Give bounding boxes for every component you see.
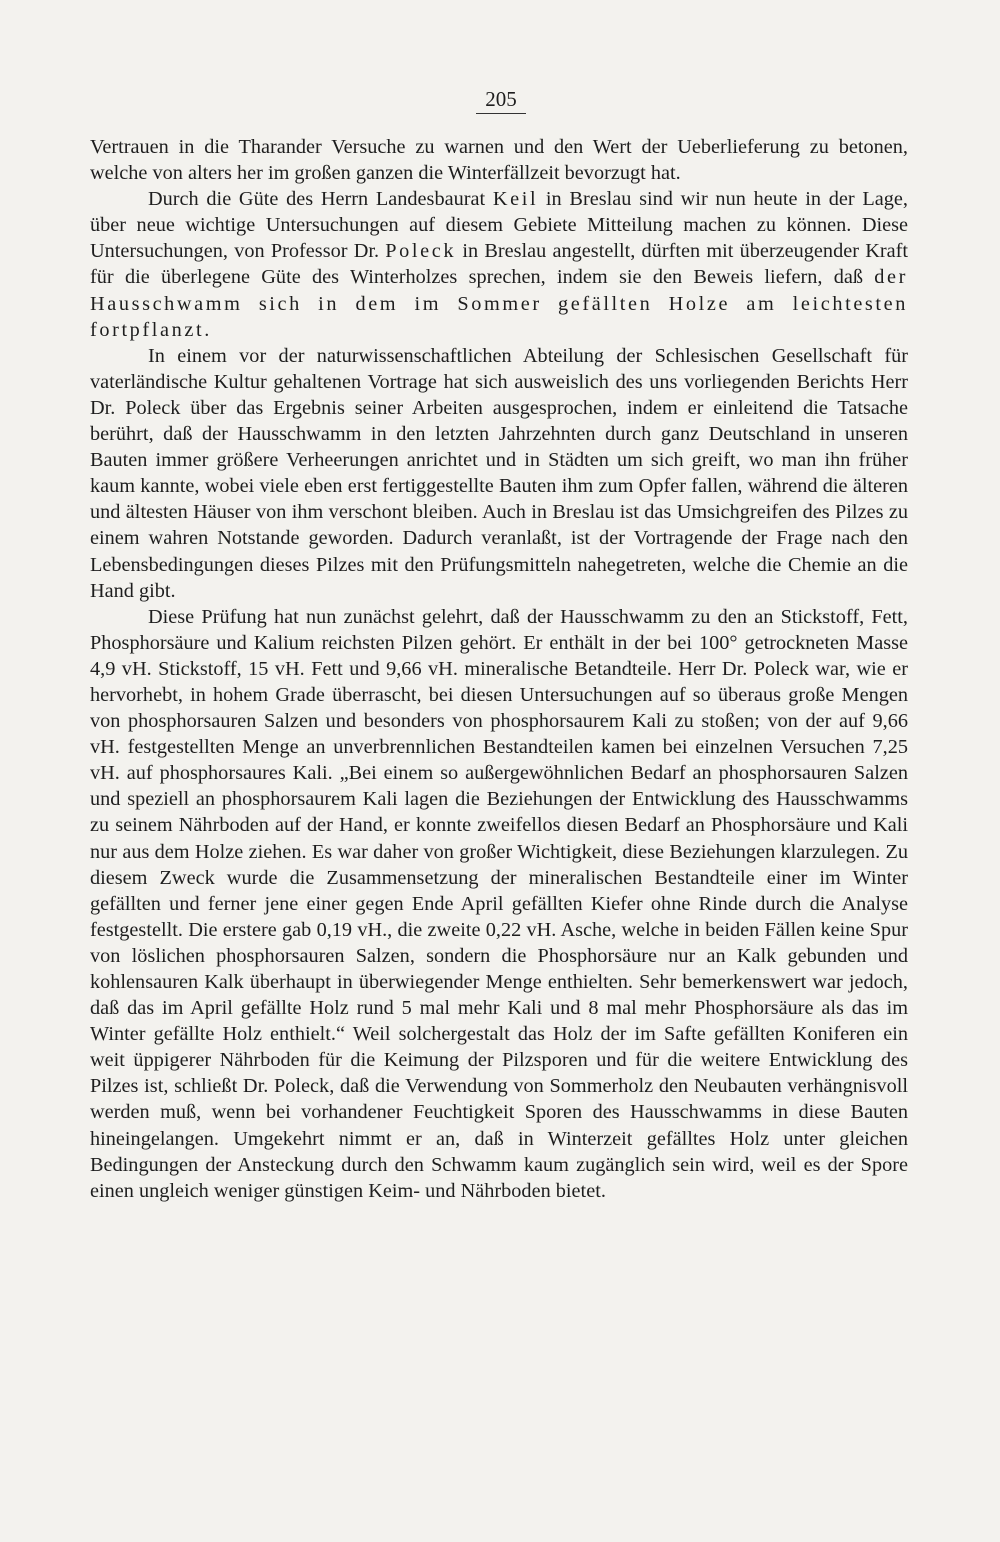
paragraph xyxy=(90,343,908,604)
paragraph xyxy=(90,134,908,186)
spaced-name: Keil xyxy=(492,188,539,211)
text-run: Vertrauen in die Tharander Versuche zu warnen und den Wert der Ueberlieferung zu betonen, welche von alters her im großen ganzen die Winterfällzeit bevorzugt hat. xyxy=(90,136,908,185)
body-text xyxy=(90,134,908,1204)
text-run: in Breslau angestellt, dürften mit überzeugender Kraft für die überlegene Güte des Winterholzes sprechen, indem sie den Beweis liefern, daß xyxy=(90,240,908,289)
paragraph xyxy=(90,604,908,1204)
spaced-name: Poleck xyxy=(385,240,457,263)
text-run: In einem vor der naturwissenschaftlichen Abteilung der Schlesischen Gesellschaft für vaterländische Kultur gehaltenen Vortrage hat sich ausweislich des uns vorliegenden Berichts Herr Dr. Poleck über das Ergebnis seiner Arbeiten ausgesprochen, indem er einleitend die Tatsache berührt, daß der Hausschwamm in den letzten Jahrzehnten durch ganz Deutschland in unseren Bauten immer größere Verheerungen anrichtet und in Städten um sich greift, wo man ihn früher kaum kannte, wobei viele eben erst fertiggestellte Bauten ihm zum Opfer fallen, während die älteren und ältesten Häuser von ihm verschont bleiben. Auch in Breslau ist das Umsichgreifen des Pilzes zu einem wahren Notstande geworden. Dadurch veranlaßt, ist der Vortragende der Frage nach den Lebensbedingungen dieses Pilzes mit den Prüfungsmitteln nahegetreten, welche die Chemie an die Hand gibt. xyxy=(90,344,908,602)
text-run: Diese Prüfung hat nun zunächst gelehrt, daß der Hausschwamm zu den an Stickstoff, Fett, Phosphorsäure und Kalium reichsten Pilzen gehört. Er enthält in der bei 100° getrockneten Masse 4,9 vH. Stickstoff, 15 vH. Fett und 9,66 vH. mineralische Betandteile. Herr Dr. Poleck war, wie er hervorhebt, in hohem Grade überrascht, bei diesen Untersuchungen auf so überaus große Mengen von phosphorsauren Salzen und besonders von phosphorsaurem Kali zu stoßen; von der auf 9,66 vH. festgestellten Menge an unverbrennlichen Bestandteilen kamen bei einzelnen Versuchen 7,25 vH. auf phosphorsaures Kali. „Bei einem so außergewöhnlichen Bedarf an phosphorsauren Salzen und speziell an phosphorsaurem Kali lagen die Beziehungen der Entwicklung des Hausschwamms zu seinem Nährboden auf der Hand, er konnte zweifellos diesen Bedarf an Phosphorsäure und Kali nur aus dem Holze ziehen. Es war daher von großer Wichtigkeit, diese Beziehungen klarzulegen. Zu diesem Zweck wurde die Zusammensetzung der mineralischen Bestandteile einer im Winter gefällten und ferner jene einer gegen Ende April gefällten Kiefer ohne Rinde durch die Analyse festgestellt. Die erstere gab 0,19 vH., die zweite 0,22 vH. Asche, welche in beiden Fällen keine Spur von löslichen phosphorsauren Salzen, sondern die Phosphorsäure nur an Kalk gebunden und kohlensauren Kalk überhaupt in überwiegender Menge enthielten. Sehr bemerkenswert war jedoch, daß das im April gefällte Holz rund 5 mal mehr Kali und 8 mal mehr Phosphorsäure als das im Winter gefällte Holz enthielt.“ Weil solchergestalt das Holz der im Safte gefällten Koniferen ein weit üppigerer Nährboden für die Keimung der Pilzsporen und für die weitere Entwicklung des Pilzes ist, schließt Dr. Poleck, daß die Verwendung von Sommerholz den Neubauten verhängnisvoll werden muß, wenn bei vorhandener Feuchtigkeit Sporen des Hausschwamms in diese Bauten hineingelangen. Umgekehrt nimmt er an, daß in Winterzeit gefälltes Holz unter gleichen Bedingungen der Ansteckung durch den Schwamm kaum zugänglich sein wird, weil es der Spore einen ungleich weniger günstigen Keim- und Nährboden bietet. xyxy=(90,605,908,1202)
paragraph xyxy=(90,186,908,343)
text-run: in Breslau sind wir nun heute in der Lage, über neue wichtige Untersuchungen auf diesem Gebiete Mitteilung machen zu können. Diese Untersuchungen, von Professor Dr. xyxy=(90,188,908,263)
page-number: 205 xyxy=(476,88,526,114)
text-run: Durch die Güte des Herrn Landesbaurat xyxy=(148,188,493,211)
emphasized-statement: der Hausschwamm sich in dem im Sommer gefällten Holze am leichtesten fortpflanzt. xyxy=(90,266,908,341)
